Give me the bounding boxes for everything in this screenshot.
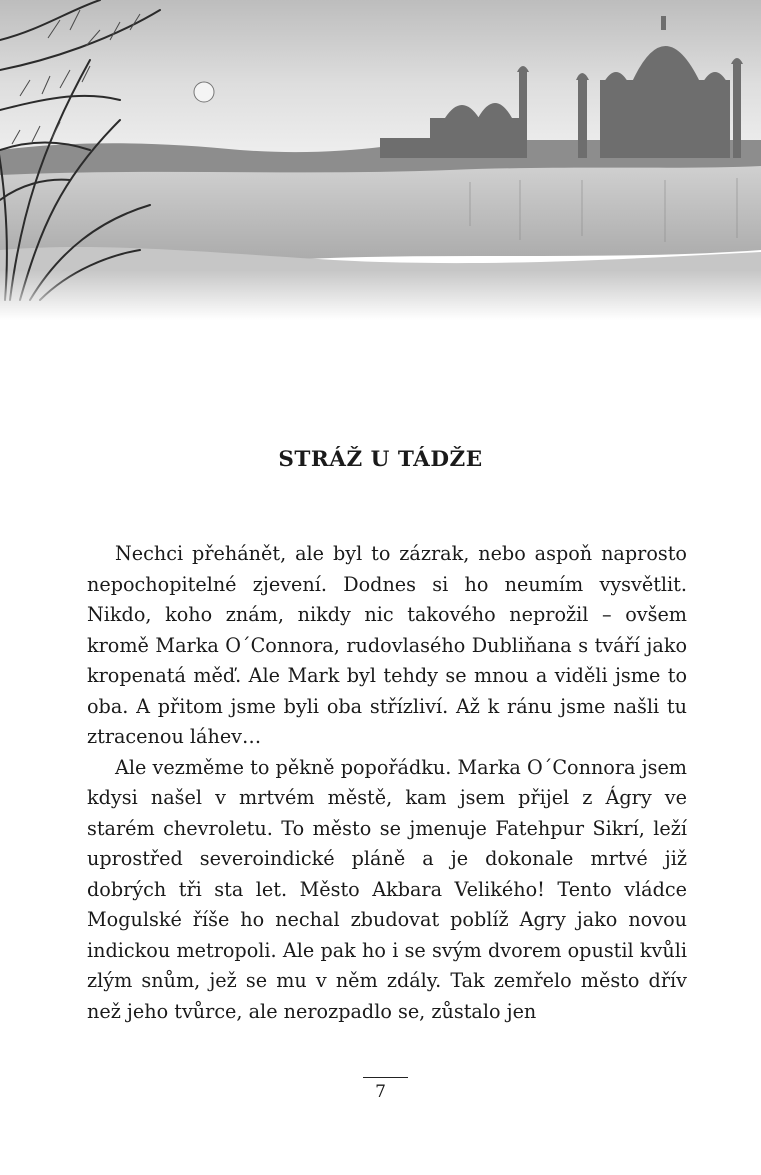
page-number: 7 [375, 1082, 386, 1102]
chapter-illustration [0, 0, 761, 320]
chapter-body [87, 539, 687, 1027]
sun [194, 82, 214, 102]
paragraph: Ale vezměme to pěkně popořádku. Marka O´Connora jsem kdysi našel v mrtvém městě, kam jsem přijel z Ágry ve starém chevroletu. To město se jmenuje Fatehpur Sikrí, leží uprostřed severoindické pláně a je dokonale mrtvé již dobrých tři sta let. Město Akbara Velikého! Tento vládce Mogulské říše ho nechal zbudovat poblíž Agry jako novou indickou metropoli. Ale pak ho i se svým dvorem opustil kvůli zlým snům, jež se mu v něm zdály. Tak zemřelo město dřív než jeho tvůrce, ale nerozpadlo se, zůstalo jen [87, 755, 687, 1023]
chapter-title: STRÁŽ U TÁDŽE [278, 447, 483, 472]
footer-rule [363, 1077, 408, 1078]
paragraph: Nechci přehánět, ale byl to zázrak, nebo aspoň naprosto nepochopitelné zjevení. Dodnes si ho neumím vysvětlit. Nikdo, koho znám, nikdy nic takového neprožil – ovšem kromě Marka O´Connora, rudovlasého Dubliňana s tváří jako kropenatá měď. Ale Mark byl tehdy se mnou a viděli jsme to oba. A přitom jsme byli oba střízliví. Až k ránu jsme našli tu ztracenou láhev… [87, 542, 687, 748]
